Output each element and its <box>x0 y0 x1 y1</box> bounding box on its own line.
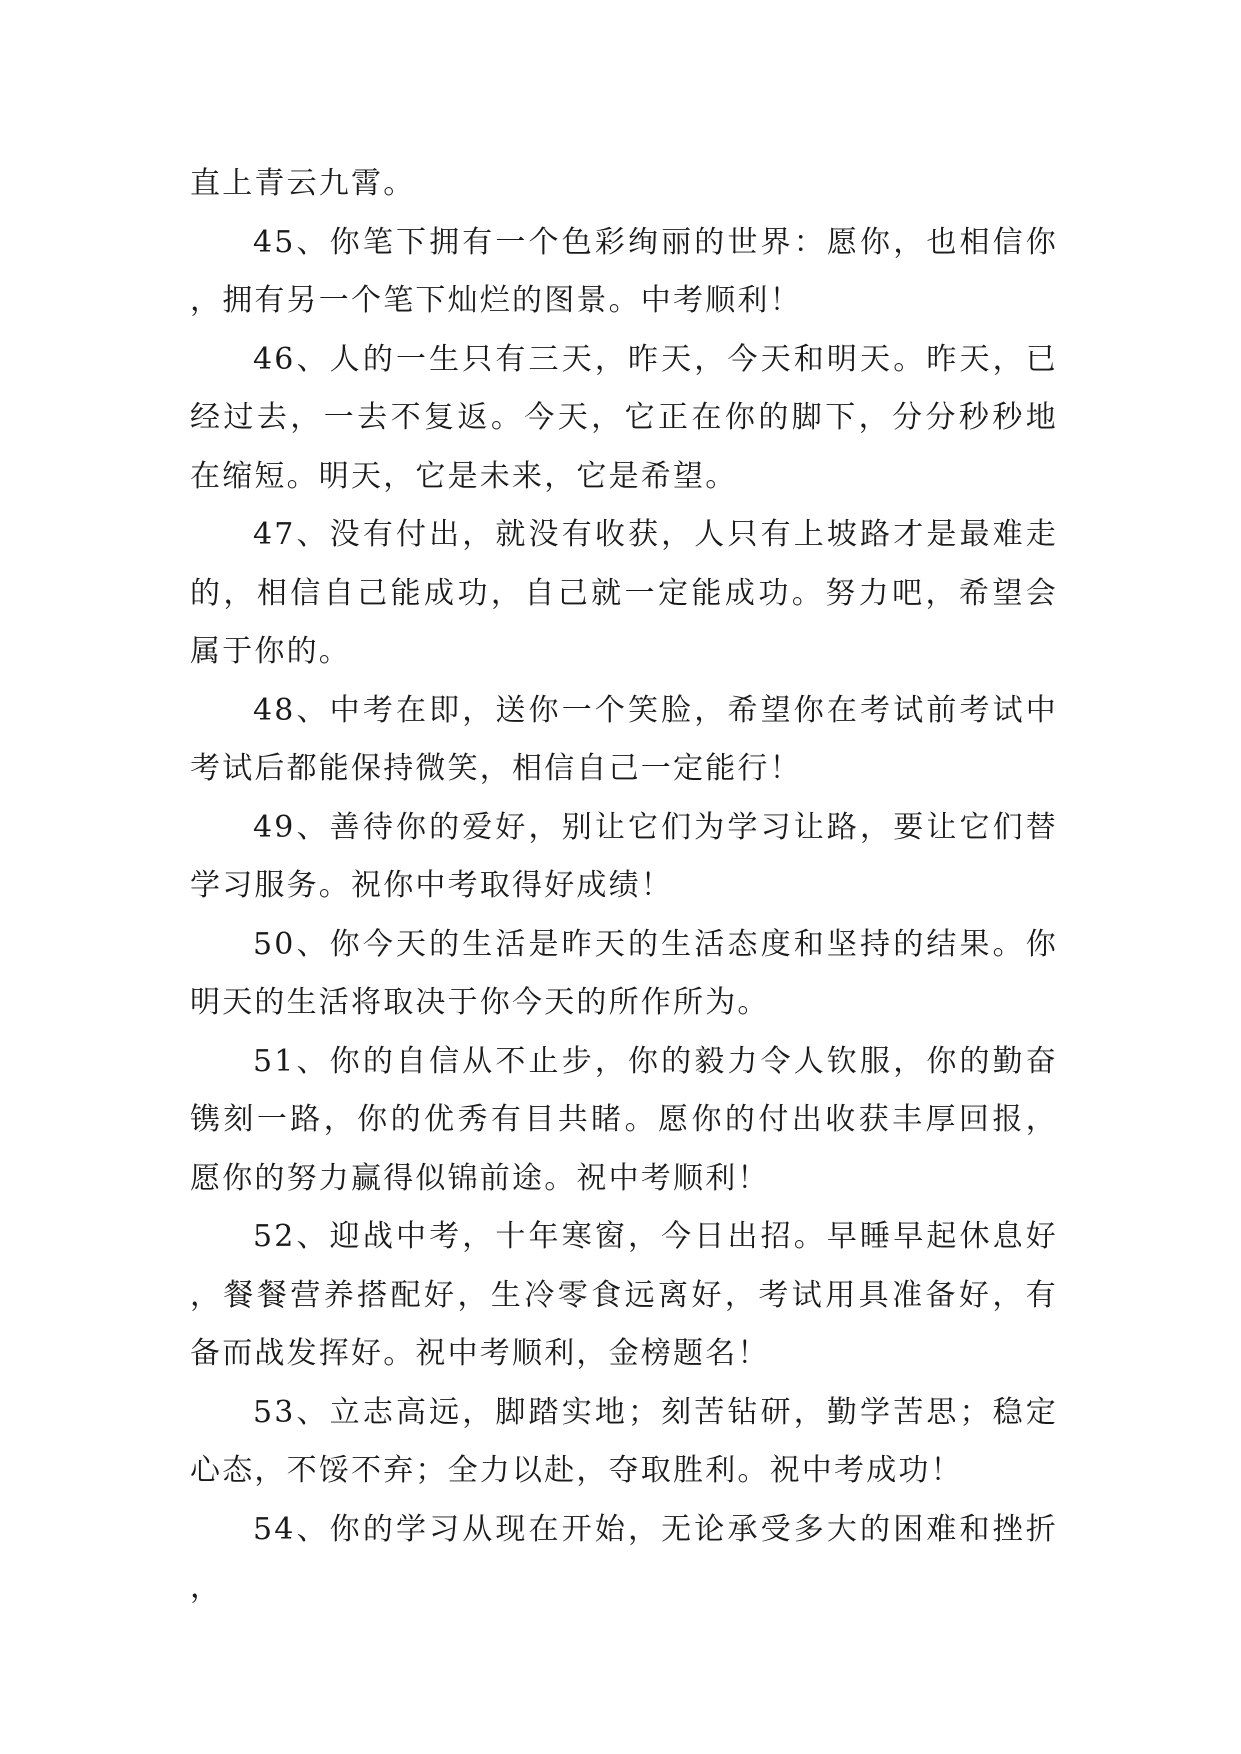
blessing-item-48: 48、中考在即，送你一个笑脸，希望你在考试前考试中考试后都能保持微笑，相信自己一定能行！ <box>190 692 1058 786</box>
blessing-item-54: 54、你的学习从现在开始，无论承受多大的困难和挫折， <box>190 1511 1058 1605</box>
continued-paragraph: 直上青云九霄。 <box>190 166 416 201</box>
blessing-item-45: 45、你笔下拥有一个色彩绚丽的世界：愿你，也相信你，拥有另一个笔下灿烂的图景。中考顺利！ <box>190 224 1058 318</box>
blessing-item-50: 50、你今天的生活是昨天的生活态度和坚持的结果。你明天的生活将取决于你今天的所作所为。 <box>190 926 1058 1020</box>
blessing-item-53: 53、立志高远，脚踏实地；刻苦钻研，勤学苦思；稳定心态，不馁不弃；全力以赴，夺取胜利。祝中考成功！ <box>190 1394 1058 1488</box>
blessing-item-49: 49、善待你的爱好，别让它们为学习让路，要让它们替学习服务。祝你中考取得好成绩！ <box>190 809 1058 903</box>
blessing-item-52: 52、迎战中考，十年寒窗，今日出招。早睡早起休息好，餐餐营养搭配好，生冷零食远离好，考试用具准备好，有备而战发挥好。祝中考顺利，金榜题名！ <box>190 1219 1058 1371</box>
blessing-item-47: 47、没有付出，就没有收获，人只有上坡路才是最难走的，相信自己能成功，自己就一定能成功。努力吧，希望会属于你的。 <box>190 517 1058 669</box>
blessing-item-51: 51、你的自信从不止步，你的毅力令人钦服，你的勤奋镌刻一路，你的优秀有目共睹。愿你的付出收获丰厚回报，愿你的努力赢得似锦前途。祝中考顺利！ <box>190 1043 1058 1196</box>
document-page <box>190 155 1058 1618</box>
blessing-item-46: 46、人的一生只有三天，昨天，今天和明天。昨天，已经过去，一去不复返。今天，它正在你的脚下，分分秒秒地在缩短。明天，它是未来，它是希望。 <box>190 341 1058 494</box>
